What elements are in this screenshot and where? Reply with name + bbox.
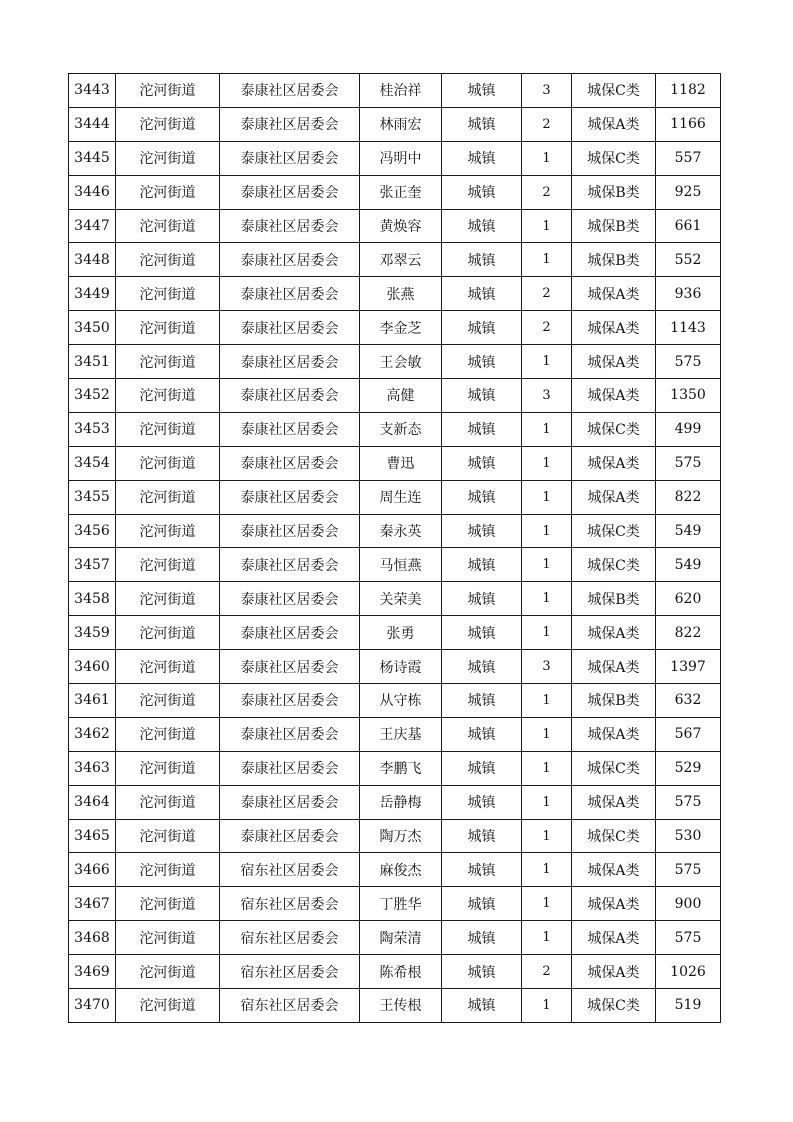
- community-cell: 宿东社区居委会: [220, 989, 360, 1023]
- household-count-cell: 1: [522, 989, 572, 1023]
- amount-cell: 1143: [656, 311, 721, 345]
- area-type-cell: 城镇: [442, 446, 522, 480]
- row-number-cell: 3456: [69, 514, 116, 548]
- community-cell: 泰康社区居委会: [220, 480, 360, 514]
- community-cell: 宿东社区居委会: [220, 853, 360, 887]
- name-cell: 马恒燕: [360, 548, 442, 582]
- row-number-cell: 3446: [69, 175, 116, 209]
- street-cell: 沱河街道: [116, 751, 220, 785]
- household-count-cell: 1: [522, 751, 572, 785]
- street-cell: 沱河街道: [116, 243, 220, 277]
- community-cell: 泰康社区居委会: [220, 785, 360, 819]
- row-number-cell: 3462: [69, 717, 116, 751]
- amount-cell: 519: [656, 989, 721, 1023]
- category-cell: 城保B类: [572, 209, 656, 243]
- area-type-cell: 城镇: [442, 277, 522, 311]
- community-cell: 泰康社区居委会: [220, 819, 360, 853]
- amount-cell: 822: [656, 480, 721, 514]
- name-cell: 陶荣清: [360, 921, 442, 955]
- row-number-cell: 3447: [69, 209, 116, 243]
- street-cell: 沱河街道: [116, 887, 220, 921]
- row-number-cell: 3461: [69, 684, 116, 718]
- area-type-cell: 城镇: [442, 989, 522, 1023]
- street-cell: 沱河街道: [116, 345, 220, 379]
- community-cell: 泰康社区居委会: [220, 141, 360, 175]
- area-type-cell: 城镇: [442, 582, 522, 616]
- category-cell: 城保A类: [572, 717, 656, 751]
- name-cell: 邓翠云: [360, 243, 442, 277]
- household-count-cell: 3: [522, 74, 572, 108]
- row-number-cell: 3468: [69, 921, 116, 955]
- household-count-cell: 1: [522, 514, 572, 548]
- street-cell: 沱河街道: [116, 650, 220, 684]
- street-cell: 沱河街道: [116, 175, 220, 209]
- row-number-cell: 3451: [69, 345, 116, 379]
- household-count-cell: 1: [522, 887, 572, 921]
- table-row: [69, 989, 721, 1023]
- area-type-cell: 城镇: [442, 412, 522, 446]
- street-cell: 沱河街道: [116, 853, 220, 887]
- street-cell: 沱河街道: [116, 480, 220, 514]
- community-cell: 泰康社区居委会: [220, 209, 360, 243]
- community-cell: 泰康社区居委会: [220, 717, 360, 751]
- name-cell: 张勇: [360, 616, 442, 650]
- name-cell: 桂治祥: [360, 74, 442, 108]
- name-cell: 王传根: [360, 989, 442, 1023]
- street-cell: 沱河街道: [116, 548, 220, 582]
- table-row: [69, 412, 721, 446]
- area-type-cell: 城镇: [442, 887, 522, 921]
- area-type-cell: 城镇: [442, 616, 522, 650]
- category-cell: 城保A类: [572, 785, 656, 819]
- category-cell: 城保C类: [572, 548, 656, 582]
- row-number-cell: 3443: [69, 74, 116, 108]
- category-cell: 城保C类: [572, 412, 656, 446]
- name-cell: 王会敏: [360, 345, 442, 379]
- category-cell: 城保B类: [572, 243, 656, 277]
- table-row: [69, 74, 721, 108]
- name-cell: 高健: [360, 379, 442, 413]
- table-row: [69, 514, 721, 548]
- category-cell: 城保A类: [572, 650, 656, 684]
- area-type-cell: 城镇: [442, 853, 522, 887]
- amount-cell: 822: [656, 616, 721, 650]
- category-cell: 城保A类: [572, 921, 656, 955]
- amount-cell: 575: [656, 785, 721, 819]
- amount-cell: 1166: [656, 107, 721, 141]
- household-count-cell: 3: [522, 650, 572, 684]
- table-row: [69, 751, 721, 785]
- category-cell: 城保C类: [572, 74, 656, 108]
- category-cell: 城保A类: [572, 277, 656, 311]
- table-row: [69, 650, 721, 684]
- name-cell: 李鹏飞: [360, 751, 442, 785]
- area-type-cell: 城镇: [442, 514, 522, 548]
- street-cell: 沱河街道: [116, 209, 220, 243]
- household-count-cell: 1: [522, 480, 572, 514]
- street-cell: 沱河街道: [116, 785, 220, 819]
- row-number-cell: 3460: [69, 650, 116, 684]
- amount-cell: 575: [656, 853, 721, 887]
- category-cell: 城保B类: [572, 582, 656, 616]
- household-count-cell: 1: [522, 548, 572, 582]
- street-cell: 沱河街道: [116, 412, 220, 446]
- area-type-cell: 城镇: [442, 141, 522, 175]
- amount-cell: 529: [656, 751, 721, 785]
- row-number-cell: 3449: [69, 277, 116, 311]
- name-cell: 张正奎: [360, 175, 442, 209]
- row-number-cell: 3445: [69, 141, 116, 175]
- table-row: [69, 785, 721, 819]
- amount-cell: 530: [656, 819, 721, 853]
- area-type-cell: 城镇: [442, 480, 522, 514]
- table-row: [69, 853, 721, 887]
- community-cell: 泰康社区居委会: [220, 650, 360, 684]
- area-type-cell: 城镇: [442, 717, 522, 751]
- household-count-cell: 1: [522, 412, 572, 446]
- household-count-cell: 1: [522, 616, 572, 650]
- name-cell: 丁胜华: [360, 887, 442, 921]
- amount-cell: 925: [656, 175, 721, 209]
- category-cell: 城保B类: [572, 684, 656, 718]
- community-cell: 宿东社区居委会: [220, 887, 360, 921]
- community-cell: 泰康社区居委会: [220, 379, 360, 413]
- household-count-cell: 1: [522, 141, 572, 175]
- name-cell: 支新态: [360, 412, 442, 446]
- street-cell: 沱河街道: [116, 311, 220, 345]
- amount-cell: 575: [656, 345, 721, 379]
- table-row: [69, 717, 721, 751]
- amount-cell: 1182: [656, 74, 721, 108]
- name-cell: 岳静梅: [360, 785, 442, 819]
- table-row: [69, 311, 721, 345]
- household-count-cell: 1: [522, 684, 572, 718]
- community-cell: 泰康社区居委会: [220, 311, 360, 345]
- community-cell: 泰康社区居委会: [220, 107, 360, 141]
- amount-cell: 936: [656, 277, 721, 311]
- table-row: [69, 955, 721, 989]
- household-count-cell: 1: [522, 921, 572, 955]
- street-cell: 沱河街道: [116, 819, 220, 853]
- amount-cell: 557: [656, 141, 721, 175]
- table-row: [69, 887, 721, 921]
- category-cell: 城保A类: [572, 887, 656, 921]
- category-cell: 城保A类: [572, 853, 656, 887]
- amount-cell: 499: [656, 412, 721, 446]
- category-cell: 城保A类: [572, 446, 656, 480]
- street-cell: 沱河街道: [116, 74, 220, 108]
- street-cell: 沱河街道: [116, 446, 220, 480]
- row-number-cell: 3458: [69, 582, 116, 616]
- area-type-cell: 城镇: [442, 548, 522, 582]
- street-cell: 沱河街道: [116, 582, 220, 616]
- household-count-cell: 1: [522, 345, 572, 379]
- category-cell: 城保A类: [572, 311, 656, 345]
- street-cell: 沱河街道: [116, 684, 220, 718]
- area-type-cell: 城镇: [442, 345, 522, 379]
- street-cell: 沱河街道: [116, 717, 220, 751]
- table-body: [69, 74, 721, 1023]
- amount-cell: 1026: [656, 955, 721, 989]
- area-type-cell: 城镇: [442, 209, 522, 243]
- community-cell: 泰康社区居委会: [220, 345, 360, 379]
- table-row: [69, 684, 721, 718]
- area-type-cell: 城镇: [442, 379, 522, 413]
- category-cell: 城保A类: [572, 480, 656, 514]
- row-number-cell: 3459: [69, 616, 116, 650]
- amount-cell: 575: [656, 446, 721, 480]
- household-count-cell: 1: [522, 446, 572, 480]
- household-count-cell: 1: [522, 582, 572, 616]
- name-cell: 从守栋: [360, 684, 442, 718]
- name-cell: 黄焕容: [360, 209, 442, 243]
- community-cell: 泰康社区居委会: [220, 582, 360, 616]
- category-cell: 城保A类: [572, 345, 656, 379]
- row-number-cell: 3450: [69, 311, 116, 345]
- category-cell: 城保A类: [572, 955, 656, 989]
- community-cell: 泰康社区居委会: [220, 616, 360, 650]
- name-cell: 关荣美: [360, 582, 442, 616]
- amount-cell: 661: [656, 209, 721, 243]
- amount-cell: 552: [656, 243, 721, 277]
- category-cell: 城保C类: [572, 141, 656, 175]
- household-count-cell: 1: [522, 717, 572, 751]
- row-number-cell: 3463: [69, 751, 116, 785]
- amount-cell: 575: [656, 921, 721, 955]
- category-cell: 城保B类: [572, 175, 656, 209]
- table-row: [69, 107, 721, 141]
- table-row: [69, 446, 721, 480]
- category-cell: 城保C类: [572, 514, 656, 548]
- table-row: [69, 379, 721, 413]
- household-count-cell: 2: [522, 277, 572, 311]
- street-cell: 沱河街道: [116, 379, 220, 413]
- street-cell: 沱河街道: [116, 989, 220, 1023]
- area-type-cell: 城镇: [442, 955, 522, 989]
- category-cell: 城保C类: [572, 819, 656, 853]
- amount-cell: 549: [656, 514, 721, 548]
- row-number-cell: 3465: [69, 819, 116, 853]
- category-cell: 城保A类: [572, 107, 656, 141]
- area-type-cell: 城镇: [442, 785, 522, 819]
- row-number-cell: 3453: [69, 412, 116, 446]
- street-cell: 沱河街道: [116, 514, 220, 548]
- name-cell: 杨诗霞: [360, 650, 442, 684]
- table-row: [69, 582, 721, 616]
- table-row: [69, 141, 721, 175]
- household-count-cell: 2: [522, 107, 572, 141]
- community-cell: 泰康社区居委会: [220, 446, 360, 480]
- name-cell: 麻俊杰: [360, 853, 442, 887]
- name-cell: 李金芝: [360, 311, 442, 345]
- table-row: [69, 548, 721, 582]
- name-cell: 张燕: [360, 277, 442, 311]
- row-number-cell: 3457: [69, 548, 116, 582]
- household-count-cell: 1: [522, 853, 572, 887]
- household-count-cell: 2: [522, 955, 572, 989]
- name-cell: 王庆基: [360, 717, 442, 751]
- household-count-cell: 1: [522, 243, 572, 277]
- household-count-cell: 1: [522, 785, 572, 819]
- street-cell: 沱河街道: [116, 616, 220, 650]
- area-type-cell: 城镇: [442, 921, 522, 955]
- table-row: [69, 175, 721, 209]
- table-row: [69, 616, 721, 650]
- table-row: [69, 819, 721, 853]
- category-cell: 城保A类: [572, 379, 656, 413]
- community-cell: 泰康社区居委会: [220, 548, 360, 582]
- row-number-cell: 3470: [69, 989, 116, 1023]
- name-cell: 陶万杰: [360, 819, 442, 853]
- category-cell: 城保C类: [572, 751, 656, 785]
- category-cell: 城保A类: [572, 616, 656, 650]
- table-row: [69, 277, 721, 311]
- area-type-cell: 城镇: [442, 107, 522, 141]
- name-cell: 冯明中: [360, 141, 442, 175]
- amount-cell: 549: [656, 548, 721, 582]
- street-cell: 沱河街道: [116, 955, 220, 989]
- row-number-cell: 3466: [69, 853, 116, 887]
- table-row: [69, 480, 721, 514]
- name-cell: 曹迅: [360, 446, 442, 480]
- records-table: [68, 73, 721, 1023]
- street-cell: 沱河街道: [116, 141, 220, 175]
- row-number-cell: 3455: [69, 480, 116, 514]
- amount-cell: 567: [656, 717, 721, 751]
- area-type-cell: 城镇: [442, 243, 522, 277]
- name-cell: 周生连: [360, 480, 442, 514]
- row-number-cell: 3464: [69, 785, 116, 819]
- area-type-cell: 城镇: [442, 650, 522, 684]
- household-count-cell: 2: [522, 175, 572, 209]
- area-type-cell: 城镇: [442, 751, 522, 785]
- household-count-cell: 3: [522, 379, 572, 413]
- table-row: [69, 209, 721, 243]
- community-cell: 泰康社区居委会: [220, 277, 360, 311]
- household-count-cell: 1: [522, 209, 572, 243]
- row-number-cell: 3469: [69, 955, 116, 989]
- table-row: [69, 243, 721, 277]
- community-cell: 泰康社区居委会: [220, 243, 360, 277]
- amount-cell: 1397: [656, 650, 721, 684]
- street-cell: 沱河街道: [116, 277, 220, 311]
- row-number-cell: 3467: [69, 887, 116, 921]
- household-count-cell: 1: [522, 819, 572, 853]
- community-cell: 泰康社区居委会: [220, 684, 360, 718]
- area-type-cell: 城镇: [442, 175, 522, 209]
- area-type-cell: 城镇: [442, 311, 522, 345]
- table-row: [69, 345, 721, 379]
- community-cell: 泰康社区居委会: [220, 412, 360, 446]
- name-cell: 陈希根: [360, 955, 442, 989]
- name-cell: 林雨宏: [360, 107, 442, 141]
- name-cell: 秦永英: [360, 514, 442, 548]
- area-type-cell: 城镇: [442, 74, 522, 108]
- row-number-cell: 3452: [69, 379, 116, 413]
- amount-cell: 1350: [656, 379, 721, 413]
- area-type-cell: 城镇: [442, 819, 522, 853]
- street-cell: 沱河街道: [116, 107, 220, 141]
- community-cell: 宿东社区居委会: [220, 921, 360, 955]
- amount-cell: 900: [656, 887, 721, 921]
- area-type-cell: 城镇: [442, 684, 522, 718]
- amount-cell: 620: [656, 582, 721, 616]
- community-cell: 泰康社区居委会: [220, 74, 360, 108]
- amount-cell: 632: [656, 684, 721, 718]
- table-row: [69, 921, 721, 955]
- household-count-cell: 2: [522, 311, 572, 345]
- row-number-cell: 3448: [69, 243, 116, 277]
- category-cell: 城保C类: [572, 989, 656, 1023]
- street-cell: 沱河街道: [116, 921, 220, 955]
- community-cell: 泰康社区居委会: [220, 514, 360, 548]
- community-cell: 泰康社区居委会: [220, 751, 360, 785]
- community-cell: 泰康社区居委会: [220, 175, 360, 209]
- row-number-cell: 3454: [69, 446, 116, 480]
- row-number-cell: 3444: [69, 107, 116, 141]
- community-cell: 宿东社区居委会: [220, 955, 360, 989]
